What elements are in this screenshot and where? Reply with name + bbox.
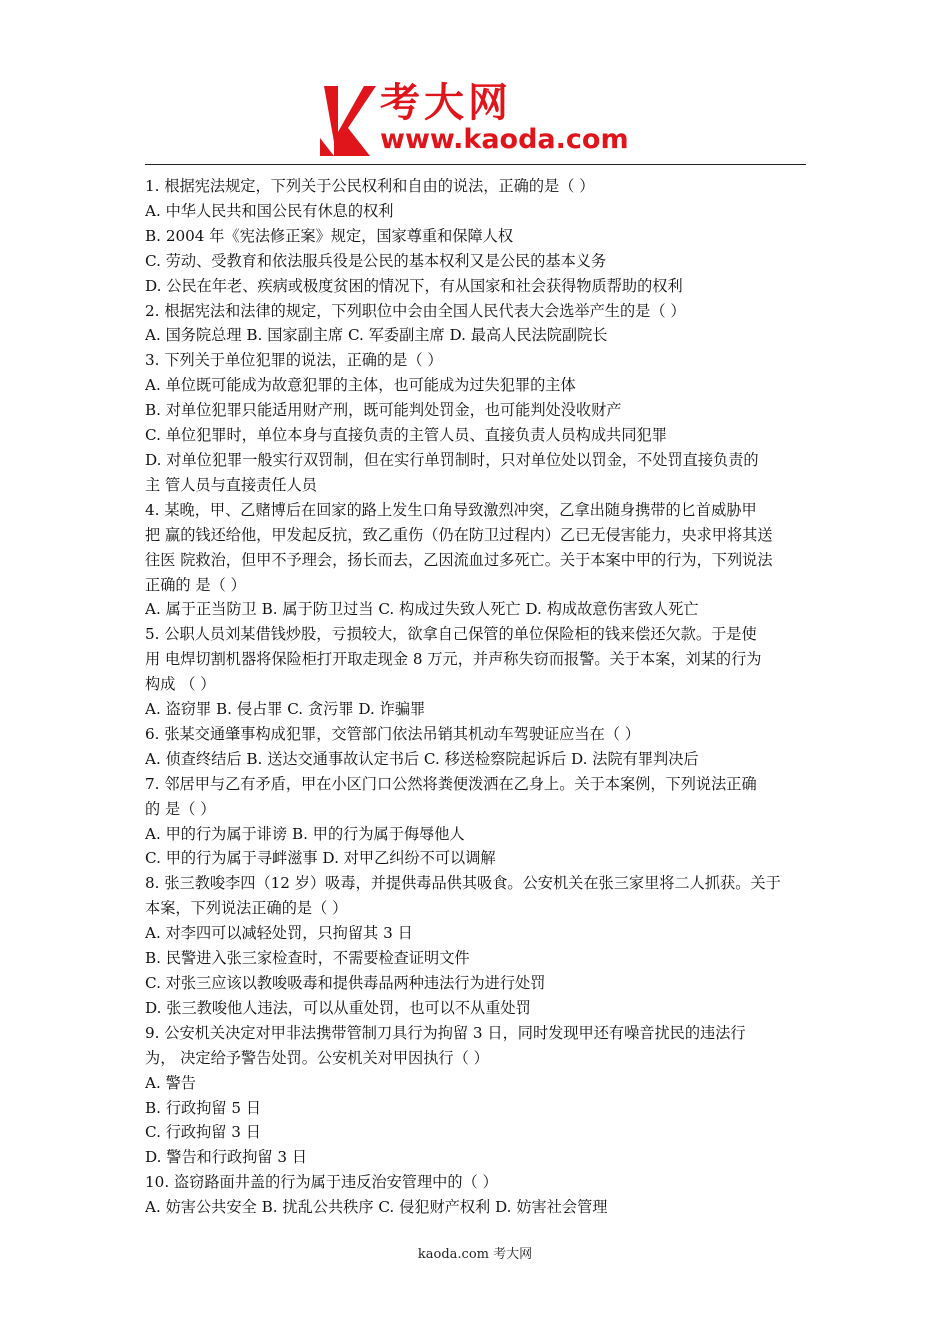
question-block	[145, 622, 807, 722]
question-stem: 9. 公安机关决定对甲非法携带管制刀具行为拘留 3 日，同时发现甲还有噪音扰民的违法行	[145, 1023, 746, 1042]
question-stem: 1. 根据宪法规定，下列关于公民权利和自由的说法，正确的是（ ）	[145, 177, 595, 195]
question-line: B. 行政拘留 5 日	[145, 1098, 262, 1117]
question-block	[145, 348, 807, 497]
question-stem: 5. 公职人员刘某借钱炒股，亏损较大，欲拿自己保管的单位保险柜的钱来偿还欠款。于是使	[145, 625, 757, 644]
question-line: C. 劳动、受教育和依法服兵役是公民的基本权利又是公民的基本义务	[145, 251, 607, 270]
question-block	[145, 174, 807, 299]
logo-url-text: www.kaoda.com	[380, 124, 629, 155]
question-block	[145, 772, 807, 872]
question-line: 本案，下列说法正确的是（ ）	[145, 899, 348, 918]
question-line: 构成 （ ）	[145, 675, 216, 694]
question-block	[145, 1170, 807, 1220]
header-divider	[145, 164, 806, 165]
question-stem: 7. 邻居甲与乙有矛盾，甲在小区门口公然将粪便泼洒在乙身上。关于本案例，下列说法正确	[145, 774, 757, 793]
question-stem: 8. 张三教唆李四（12 岁）吸毒，并提供毒品供其吸食。公安机关在张三家里将二人抓获。关于	[145, 874, 781, 893]
question-block	[145, 1021, 807, 1170]
question-line: A. 对李四可以减轻处罚，只拘留其 3 日	[145, 924, 413, 943]
question-line: A. 警告	[145, 1073, 196, 1092]
question-line: D. 公民在年老、疾病或极度贫困的情况下，有从国家和社会获得物质帮助的权利	[145, 276, 683, 295]
question-stem: 3. 下列关于单位犯罪的说法，正确的是（ ）	[145, 351, 443, 370]
kaoda-logo	[318, 80, 648, 160]
question-line: A. 单位既可能成为故意犯罪的主体，也可能成为过失犯罪的主体	[145, 376, 576, 395]
question-block	[145, 299, 807, 349]
question-line: 用 电焊切割机器将保险柜打开取走现金 8 万元，并声称失窃而报警。关于本案，刘某的行为	[145, 650, 762, 669]
question-line: C. 对张三应该以教唆吸毒和提供毒品两种违法行为进行处罚	[145, 974, 546, 992]
logo-brand-text: 考大网	[380, 80, 512, 126]
question-block	[145, 722, 807, 772]
page-footer: kaoda.com 考大网	[417, 1247, 533, 1262]
question-line: C. 甲的行为属于寻衅滋事 D. 对甲乙纠纷不可以调解	[145, 849, 496, 868]
question-line: C. 单位犯罪时，单位本身与直接负责的主管人员、直接负责人员构成共同犯罪	[145, 426, 667, 445]
question-stem: 6. 张某交通肇事构成犯罪，交管部门依法吊销其机动车驾驶证应当在（ ）	[145, 724, 640, 743]
question-line: A. 甲的行为属于诽谤 B. 甲的行为属于侮辱他人	[145, 824, 465, 843]
question-line: B. 2004 年《宪法修正案》规定，国家尊重和保障人权	[145, 226, 514, 245]
question-line: A. 盗窃罪 B. 侵占罪 C. 贪污罪 D. 诈骗罪	[145, 700, 426, 719]
question-stem: 10. 盗窃路面井盖的行为属于违反治安管理中的（ ）	[145, 1173, 498, 1192]
question-line: A. 妨害公共安全 B. 扰乱公共秩序 C. 侵犯财产权利 D. 妨害社会管理	[145, 1198, 608, 1217]
question-line: B. 对单位犯罪只能适用财产刑，既可能判处罚金，也可能判处没收财产	[145, 401, 622, 420]
question-line: 正确的 是（ ）	[145, 575, 246, 594]
question-line: 往医 院救治，但甲不予理会，扬长而去，乙因流血过多死亡。关于本案中甲的行为，下列说法	[145, 550, 773, 569]
question-line: 把 赢的钱还给他，甲发起反抗，致乙重伤（仍在防卫过程内）乙已无侵害能力，央求甲将其送	[145, 525, 773, 544]
k-logo-icon	[318, 82, 378, 158]
question-line: 的 是（ ）	[145, 799, 216, 818]
question-line: C. 行政拘留 3 日	[145, 1123, 261, 1142]
question-line: A. 属于正当防卫 B. 属于防卫过当 C. 构成过失致人死亡 D. 构成故意伤害致人死亡	[145, 600, 699, 619]
question-line: 为， 决定给予警告处罚。公安机关对甲因执行（ ）	[145, 1048, 489, 1067]
question-stem: 2. 根据宪法和法律的规定，下列职位中会由全国人民代表大会选举产生的是（ ）	[145, 301, 686, 320]
question-line: D. 警告和行政拘留 3 日	[145, 1148, 308, 1167]
question-line: A. 国务院总理 B. 国家副主席 C. 军委副主席 D. 最高人民法院副院长	[145, 326, 608, 345]
question-block	[145, 498, 807, 623]
question-line: A. 侦查终结后 B. 送达交通事故认定书后 C. 移送检察院起诉后 D. 法院有罪判决后	[145, 749, 699, 768]
question-line: A. 中华人民共和国公民有休息的权利	[145, 201, 394, 220]
question-block	[145, 871, 807, 1020]
question-line: D. 对单位犯罪一般实行双罚制，但在实行单罚制时，只对单位处以罚金，不处罚直接负责的	[145, 450, 759, 469]
question-stem: 4. 某晚，甲、乙赌博后在回家的路上发生口角导致激烈冲突，乙拿出随身携带的匕首威胁甲	[145, 500, 757, 519]
question-list	[145, 174, 807, 1220]
question-line: D. 张三教唆他人违法，可以从重处罚，也可以不从重处罚	[145, 998, 531, 1017]
question-line: 主 管人员与直接责任人员	[145, 475, 317, 494]
question-line: B. 民警进入张三家检查时，不需要检查证明文件	[145, 949, 470, 968]
